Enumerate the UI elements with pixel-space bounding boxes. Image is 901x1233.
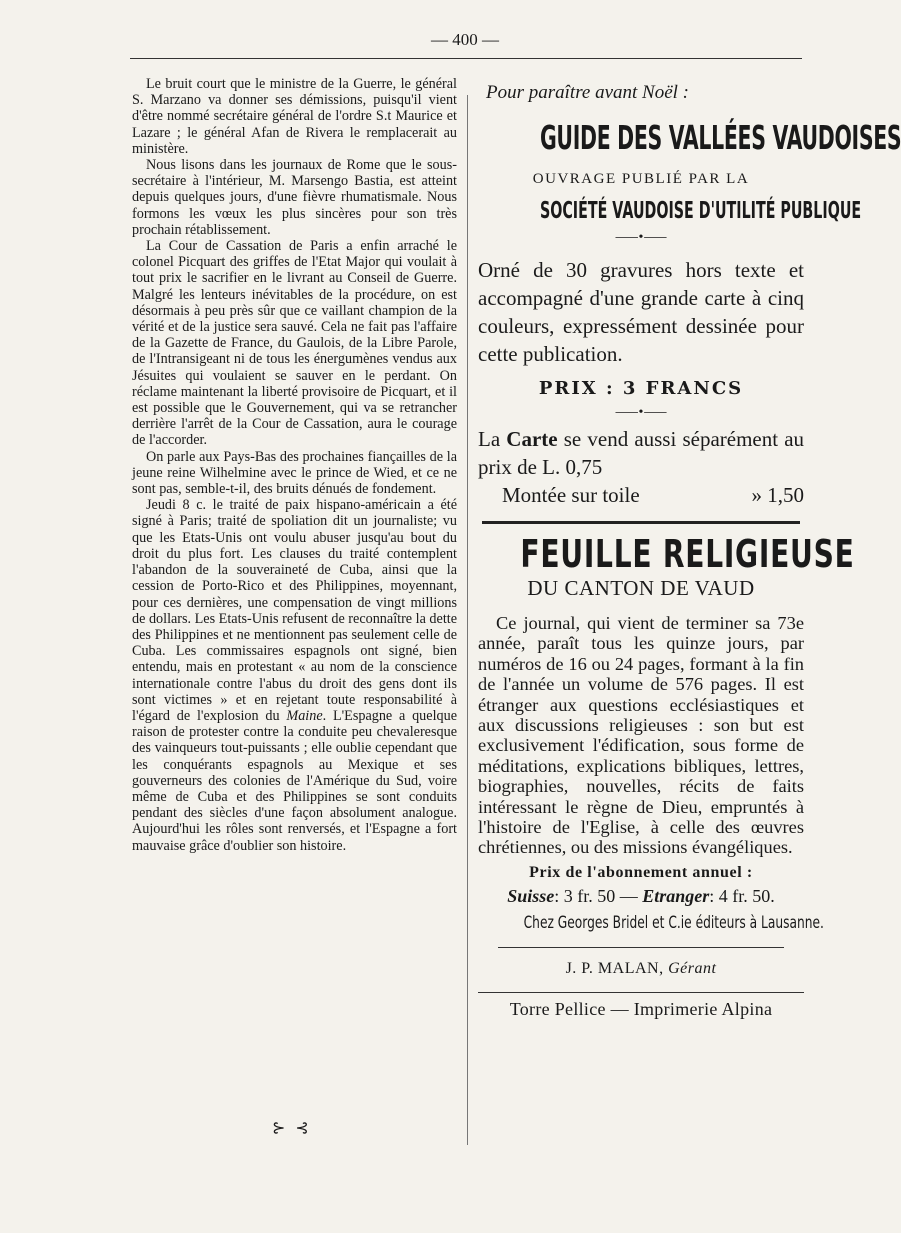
guide-title: GUIDE DES VALLÉES VAUDOISES [539,118,901,157]
publisher-line: Chez Georges Bridel et C.ie éditeurs à Lausanne. [523,912,824,933]
prix-line: PRIX : 3 FRANCS [538,378,744,399]
carte-text [478,425,804,481]
journal-paragraph: Ce journal, qui vient de terminer sa 73e année, paraît tous les quinze jours, par numéros de 16 ou 24 pages, formant à la fin de l'année un volume de 576 pages. Il est étranger aux questions ecclésiastiques et aux discussions religieuses : son but est exclusivement l'édification, sous forme de méditations, explications bibliques, lettres, biographies, nouvelles, récits de faits intéressant le règne de Dieu, empruntés à l'histoire de l'Eglise, à celle des œuvres chrétiennes, ou des missions évangéliques. [478,613,804,858]
feuille-title: FEUILLE RELIGIEUSE [520,532,855,576]
news-paragraph-5-end: . L'Espagne a quelque raison de protester contre la conduite peu chevaleresque des vainqueurs tout-puissants ; elle oublie cependant que les conquérants espagnols au Mexique et ses gouverneurs des colonies de l'Amérique du Sud, voire même de Cuba et des Philippines se sont conduits pendant des siècles d'une façon absolument analogue. Aujourd'hui les rôles sont renversés, et l'Espagne a fort mauvaise grâce d'oublier son histoire. [132,707,457,854]
news-column [132,76,457,854]
carte-la: La [478,427,501,451]
suisse-price: : 3 fr. 50 — [554,885,638,906]
gerant-title: Gérant [668,959,717,977]
news-paragraph-4: On parle aux Pays-Bas des prochaines fiançailles de la jeune reine Wilhelmine avec le prince de Wied, et ce ne sont pas, semble-t-il, des bruits dénués de fondement. [132,448,457,498]
news-paragraph-2: Nous lisons dans les journaux de Rome que le sous-secrétaire à l'intérieur, M. Marsengo Bastia, est atteint depuis quelques jours, d'une fièvre rhumatismale. Nous formons les vœux les plus sincères pour son très prochain rétablissement. [132,157,457,238]
orne-text: Orné de 30 gravures hors texte et accompagné d'une grande carte à cinq couleurs, expressément dessinée pour cette publication. [478,258,804,366]
gerant-line [478,960,804,978]
montee-price: » 1,50 [751,483,804,507]
header-rule [130,58,802,59]
page-number: — 400 — [431,30,499,49]
imprimerie-rule [478,992,804,993]
advert-intro: Pour paraître avant Noël : [486,82,689,103]
gerant-name: J. P. MALAN, [565,959,664,977]
maine-word: Maine [286,707,323,724]
flourish-2: ⸺•⸺ [614,405,668,420]
etranger-price: : 4 fr. 50. [709,885,775,906]
section-rule [482,521,800,524]
column-divider [467,95,468,1145]
ornament: ⊱ ⊰ [272,1120,312,1137]
montee-row [478,481,804,509]
ouvrage-line: OUVRAGE PUBLIÉ PAR LA [532,171,750,187]
abonnement-title: Prix de l'abonnement annuel : [529,863,753,881]
imprimerie-line: Torre Pellice — Imprimerie Alpina [509,998,773,1019]
carte-rest: se vend aussi séparément au prix de L. 0,75 [478,427,805,479]
suisse-label: Suisse [507,885,555,906]
gerant-rule [498,947,784,948]
advert-column [478,80,901,1020]
abonnement-prices [478,886,804,907]
flourish-1: ⸺•⸺ [614,230,668,245]
etranger-label: Etranger [642,885,710,906]
news-paragraph-1: Le bruit court que le ministre de la Guerre, le général S. Marzano va donner ses démissions, puisqu'il vient d'être nommé secrétaire général de l'ordre S.t Maurice et Lazare ; le général Afan de Rivera le remplacerait au ministère. [132,76,457,157]
news-paragraph-5 [132,497,457,853]
societe-title: SOCIÉTÉ VAUDOISE D'UTILITÉ PUBLIQUE [539,198,862,224]
news-paragraph-5-text: Jeudi 8 c. le traité de paix hispano-américain a été signé à Paris; traité de spoliation dit un journaliste; vu que les Etats-Unis ont voulu abuser jusqu'au bout du droit du plus fort. Les clauses du traité contemplent l'abandon de la souveraineté de Cuba, ainsi que la cession de Porto-Rico et des Philippines, moyennant, pour ces dernières, une compensation de vingt millions de dollars. Les Etats-Unis refusent de reconnaître la dette des Philippines et ne mentionnent pas seulement celle de Cuba. Les commissaires espagnols ont signé, bien entendu, mais en protestant « au nom de la conscience internationale contre l'abus du droit des gens dont ils sont victimes » et en rejetant toute responsabilité à l'égard de l'explosion du [132,497,458,724]
carte-word: Carte [506,427,558,451]
journal-text [478,613,804,858]
montee-label: Montée sur toile [502,483,640,507]
news-paragraph-3: La Cour de Cassation de Paris a enfin arraché le colonel Picquart des griffes de l'Etat Major qui voulait à tout prix le sacrifier en le livrant au Conseil de Guerre. Malgré les lenteurs inévitables de la procédure, on est désormais à peu près sûr que ce vaillant champion de la vérité et de la justice sera sauvé. Cela ne fait pas l'affaire de la Gazette de France, du Gaulois, de la Libre Parole, de l'Intransigeant ni de tous les énergumènes vendus aux Jésuites qui voulaient se sauver en le perdant. On réclame maintenant la liberté provisoire de Picquart, et il est possible que le Gouvernement, qui va se retrancher derrière l'arrêt de la Cour de Cassation, aura le courage de l'accorder. [132,238,457,449]
canton-subtitle: DU CANTON DE VAUD [527,576,755,600]
